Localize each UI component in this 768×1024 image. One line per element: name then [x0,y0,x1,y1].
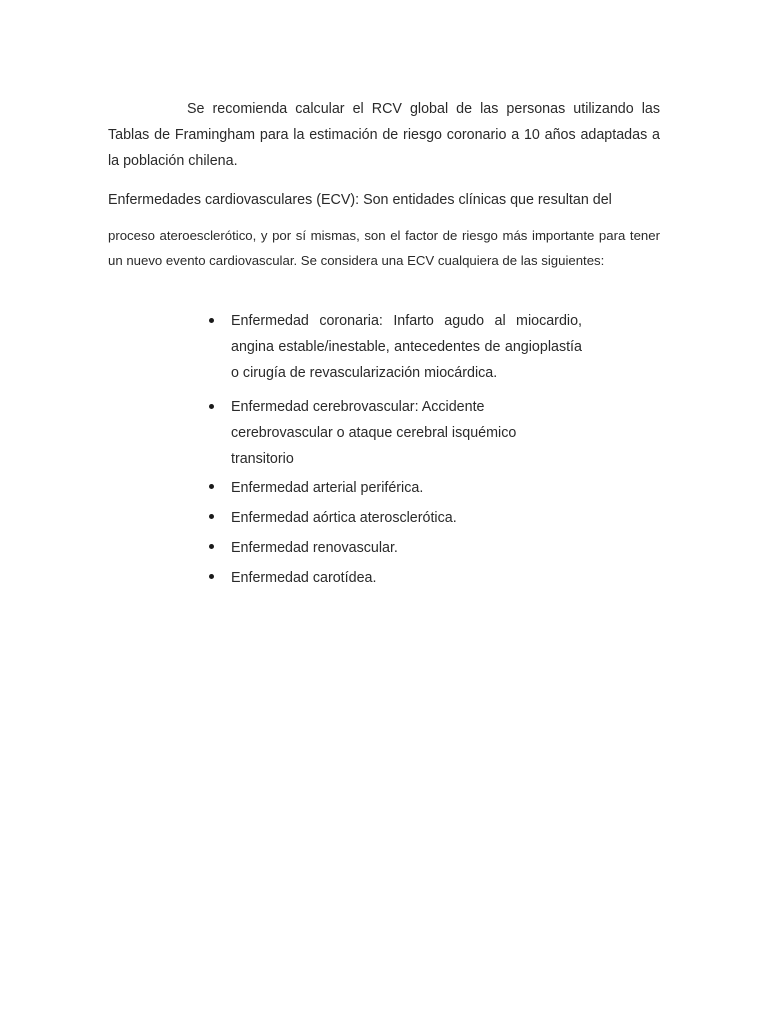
paragraph-ecv-definition: Enfermedades cardiovasculares (ECV): Son entidades clínicas que resultan del [108,192,612,208]
list-item-text: Enfermedad renovascular. [231,540,398,556]
bullet-icon [209,318,214,323]
list-item [231,564,582,592]
bullet-icon [209,544,214,549]
list-item [231,534,582,562]
list-item-text: Enfermedad coronaria: Infarto agudo al miocardio, angina estable/inestable, antecedentes de angioplastía o cirugía de revascularización miocárdica. [231,313,582,381]
ecv-bullet-list [231,308,582,592]
bullet-icon [209,514,214,519]
bullet-icon [209,404,214,409]
list-item [231,504,582,532]
list-item [231,308,582,386]
paragraph-ecv-continuation: proceso ateroesclerótico, y por sí mismas, son el factor de riesgo más importante para tener un nuevo evento cardiovascular. Se considera una ECV cualquiera de las siguientes: [108,228,660,268]
list-item [231,474,582,502]
bullet-icon [209,574,214,579]
list-item-text: Enfermedad carotídea. [231,570,377,586]
list-item-text: Enfermedad cerebrovascular: Accidente cerebrovascular o ataque cerebral isquémico transitorio [231,399,517,467]
bullet-icon [209,484,214,489]
list-item-text: Enfermedad arterial periférica. [231,480,424,496]
list-item [231,394,531,472]
paragraph-rcv-recommendation: Se recomienda calcular el RCV global de las personas utilizando las Tablas de Framingham para la estimación de riesgo coronario a 10 años adaptadas a la población chilena. [108,101,660,169]
list-item-text: Enfermedad aórtica aterosclerótica. [231,510,457,526]
